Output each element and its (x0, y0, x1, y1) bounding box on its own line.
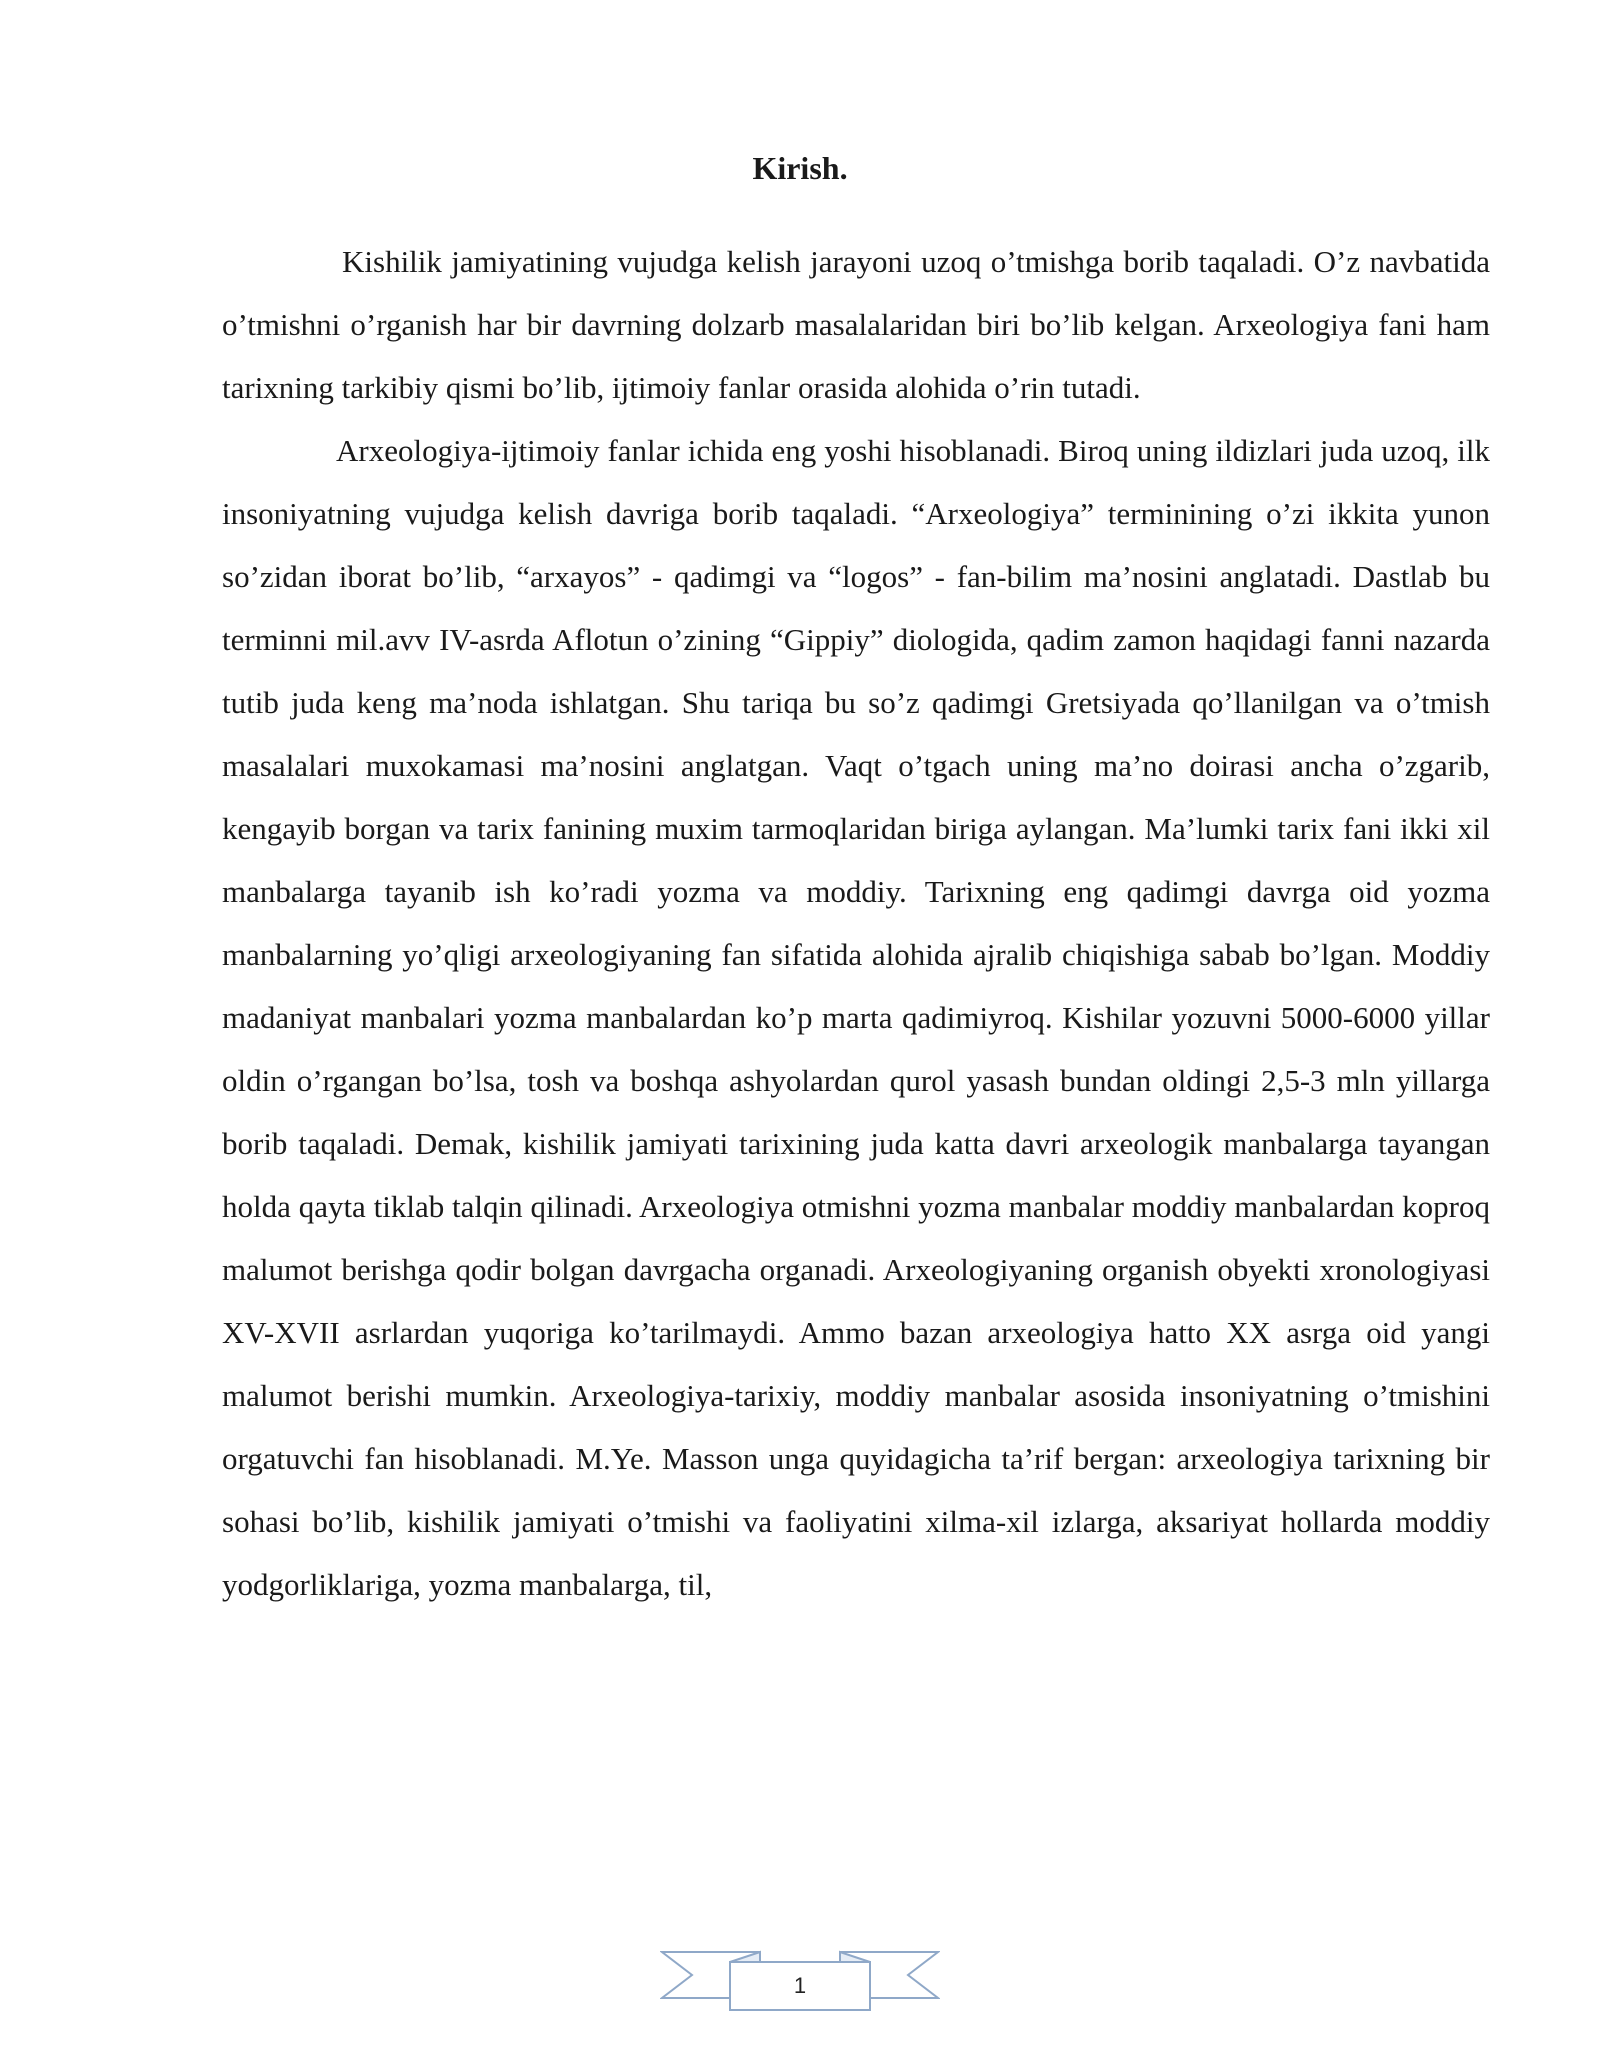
document-body (222, 230, 1490, 1616)
paragraph-intro: Kishilik jamiyatining vujudga kelish jarayoni uzoq o’tmishga borib taqaladi. O’z navbatida o’tmishni o’rganish har bir davrning dolzarb masalalaridan biri bo’lib kelgan. Arxeologiya fani ham tarixning tarkibiy qismi bo’lib, ijtimoiy fanlar orasida alohida o’rin tutadi. (222, 244, 1490, 405)
paragraph-definition: Arxeologiya-ijtimoiy fanlar ichida eng yoshi hisoblanadi. Biroq uning ildizlari juda uzoq, ilk insoniyatning vujudga kelish davriga borib taqaladi. “Arxeologiya” terminining o’zi ikkita yunon so’zidan iborat bo’lib, “arxayos” - qadimgi va “logos” - fan-bilim ma’nosini anglatadi. Dastlab bu terminni mil.avv IV-asrda Aflotun o’zining “Gippiy” diologida, qadim zamon haqidagi fanni nazarda tutib juda keng ma’noda ishlatgan. Shu tariqa bu so’z qadimgi Gretsiyada qo’llanilgan va o’tmish masalalari muxokamasi ma’nosini anglatgan. Vaqt o’tgach uning ma’no doirasi ancha o’zgarib, kengayib borgan va tarix fanining muxim tarmoqlaridan biriga aylangan. Ma’lumki tarix fani ikki xil manbalarga tayanib ish ko’radi yozma va moddiy. Tarixning eng qadimgi davrga oid yozma manbalarning yo’qligi arxeologiyaning fan sifatida alohida ajralib chiqishiga sabab bo’lgan. Moddiy madaniyat manbalari yozma manbalardan ko’p marta qadimiyroq. Kishilar yozuvni 5000-6000 yillar oldin o’rgangan bo’lsa, tosh va boshqa ashyolardan qurol yasash bundan oldingi 2,5-3 mln yillarga borib taqaladi. Demak, kishilik jamiyati tarixining juda katta davri arxeologik manbalarga tayangan holda qayta tiklab talqin qilinadi. Arxeologiya otmishni yozma manbalar moddiy manbalardan koproq malumot berishga qodir bolgan davrgacha organadi. Arxeologiyaning organish obyekti xronologiyasi XV-XVII asrlardan yuqoriga ko’tarilmaydi. Ammo bazan arxeologiya hatto XX asrga oid yangi malumot berishi mumkin. Arxeologiya-tarixiy, moddiy manbalar asosida insoniyatning o’tmishini orgatuvchi fan hisoblanadi. M.Ye. Masson unga quyidagicha ta’rif bergan: arxeologiya tarixning bir sohasi bo’lib, kishilik jamiyati o’tmishi va faoliyatini xilma-xil izlarga, aksariyat hollarda moddiy yodgorliklariga, yozma manbalarga, til, (222, 433, 1490, 1602)
page-footer (660, 1938, 940, 2018)
page-number: 1 (793, 1973, 807, 1998)
page-title: Kirish. (752, 150, 848, 186)
